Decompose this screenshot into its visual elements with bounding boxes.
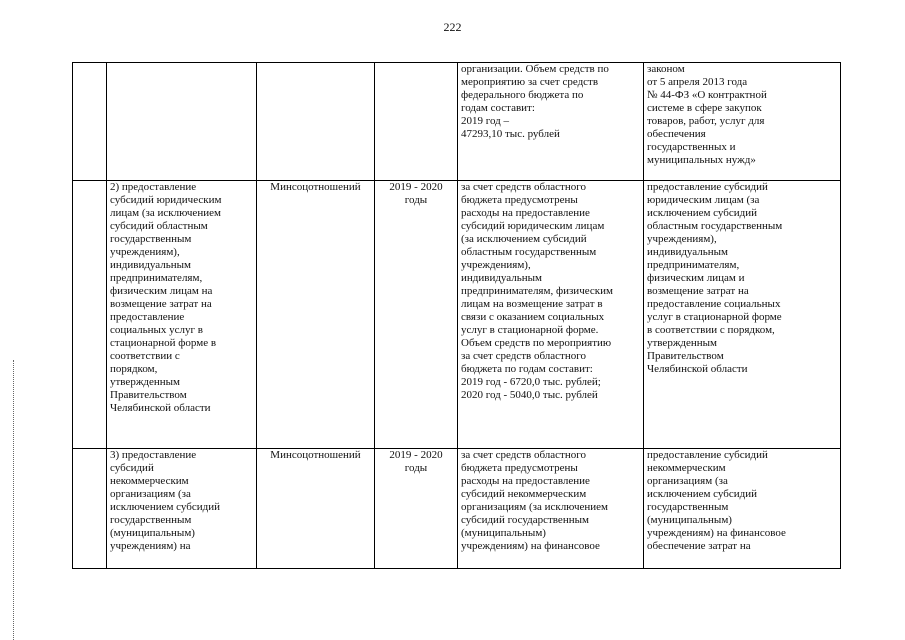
text-line: областным государственным (647, 220, 783, 232)
table-row (73, 181, 841, 449)
text-line: (муниципальным) (461, 527, 546, 539)
text-line: за счет средств областного (461, 181, 586, 193)
cell-measure (107, 181, 257, 449)
page-number: 222 (443, 20, 462, 34)
text-line: социальных услуг в (110, 324, 203, 336)
text-line: системе в сфере закупок (647, 102, 762, 114)
text-line: предпринимателям, физическим (461, 285, 613, 297)
text-line: № 44-ФЗ «О контрактной (647, 89, 767, 101)
text-line: 2019 год – (461, 115, 510, 127)
text-line: порядком, (110, 363, 158, 375)
cell-period (375, 63, 458, 181)
cell-executor (257, 63, 375, 181)
text-line: обеспечение затрат на (647, 540, 751, 552)
text-line: субсидий (110, 462, 154, 474)
text-line: обеспечения (647, 128, 706, 140)
text-line: расходы на предоставление (461, 475, 590, 487)
text-line: исключением субсидий (110, 501, 221, 513)
text-line: стационарной форме в (110, 337, 217, 349)
text-line: в соответствии с порядком, (647, 324, 775, 336)
text-line: (муниципальным) (110, 527, 195, 539)
text-line: физическим лицам и (647, 272, 745, 284)
text-line: субсидий государственным (461, 514, 589, 526)
measures-table (72, 62, 841, 569)
text-line: Челябинской области (647, 363, 748, 375)
text-line: бюджета по годам составит: (461, 363, 593, 375)
text-line: юридическим лицам (за (647, 194, 760, 206)
cell-description (458, 63, 644, 181)
text-line: учреждениям) на финансовое (461, 540, 600, 552)
text-line: расходы на предоставление (461, 207, 590, 219)
table-row (73, 63, 841, 181)
cell-executor: Минсоцотношений (257, 449, 375, 569)
text-line: некоммерческим (110, 475, 189, 487)
cell-basis (644, 449, 841, 569)
text-line: предоставление социальных (647, 298, 781, 310)
text-line: государственным (110, 233, 192, 245)
text-line: государственным (647, 501, 729, 513)
text-line: от 5 апреля 2013 года (647, 76, 748, 88)
cell-basis (644, 63, 841, 181)
text-line: субсидий юридическим лицам (461, 220, 605, 232)
text-line: предоставление (110, 311, 185, 323)
binding-margin-line (13, 360, 15, 640)
cell-number (73, 449, 107, 569)
text-line: Челябинской области (110, 402, 211, 414)
text-line: законом (647, 63, 685, 75)
text-line: предпринимателям, (647, 259, 740, 271)
text-line: физическим лицам на (110, 285, 213, 297)
text-line: лицам на возмещение затрат в (461, 298, 603, 310)
text-line: организации. Объем средств по (461, 63, 609, 75)
text-line: индивидуальным (647, 246, 729, 258)
text-line: организациям (за (647, 475, 728, 487)
text-line: бюджета предусмотрены (461, 462, 578, 474)
text-line: годам составит: (461, 102, 535, 114)
text-line: 2019 год - 6720,0 тыс. рублей; (461, 376, 601, 388)
cell-measure (107, 63, 257, 181)
text-line: за счет средств областного (461, 350, 586, 362)
text-line: Объем средств по мероприятию (461, 337, 612, 349)
cell-basis (644, 181, 841, 449)
text-line: государственным (110, 514, 192, 526)
text-line: (муниципальным) (647, 514, 732, 526)
text-line: учреждениям) на финансовое (647, 527, 786, 539)
text-line: лицам (за исключением (110, 207, 221, 219)
text-line: 47293,10 тыс. рублей (461, 128, 560, 140)
text-line: утвержденным (110, 376, 181, 388)
text-line: субсидий некоммерческим (461, 488, 587, 500)
text-line: предпринимателям, (110, 272, 203, 284)
cell-measure (107, 449, 257, 569)
text-line: индивидуальным (461, 272, 543, 284)
text-line: государственных и (647, 141, 736, 153)
text-line: 2020 год - 5040,0 тыс. рублей (461, 389, 598, 401)
text-line: 2) предоставление (110, 181, 197, 193)
text-line: субсидий областным (110, 220, 208, 232)
text-line: исключением субсидий (647, 488, 758, 500)
text-line: некоммерческим (647, 462, 726, 474)
text-line: за счет средств областного (461, 449, 586, 461)
text-line: возмещение затрат на (647, 285, 749, 297)
table-row (73, 449, 841, 569)
cell-period: 2019 - 2020 годы (375, 449, 458, 569)
text-line: учреждениям) на (110, 540, 191, 552)
cell-description (458, 181, 644, 449)
text-line: учреждениям), (647, 233, 717, 245)
text-line: организациям (за (110, 488, 191, 500)
text-line: муниципальных нужд» (647, 154, 756, 166)
text-line: предоставление субсидий (647, 449, 768, 461)
text-line: бюджета предусмотрены (461, 194, 578, 206)
text-line: субсидий юридическим (110, 194, 222, 206)
cell-description (458, 449, 644, 569)
text-line: учреждениям), (461, 259, 531, 271)
text-line: областным государственным (461, 246, 597, 258)
text-line: товаров, работ, услуг для (647, 115, 765, 127)
text-line: мероприятию за счет средств (461, 76, 599, 88)
text-line: индивидуальным (110, 259, 192, 271)
text-line: услуг в стационарной форме (647, 311, 782, 323)
text-line: связи с оказанием социальных (461, 311, 605, 323)
text-line: исключением субсидий (647, 207, 758, 219)
text-line: Правительством (647, 350, 724, 362)
text-line: предоставление субсидий (647, 181, 768, 193)
text-line: соответствии с (110, 350, 180, 362)
text-line: возмещение затрат на (110, 298, 212, 310)
cell-number (73, 181, 107, 449)
text-line: утвержденным (647, 337, 718, 349)
text-line: (за исключением субсидий (461, 233, 587, 245)
cell-number (73, 63, 107, 181)
text-line: учреждениям), (110, 246, 180, 258)
text-line: услуг в стационарной форме. (461, 324, 599, 336)
cell-period: 2019 - 2020 годы (375, 181, 458, 449)
cell-executor: Минсоцотношений (257, 181, 375, 449)
text-line: федерального бюджета по (461, 89, 584, 101)
text-line: Правительством (110, 389, 187, 401)
text-line: организациям (за исключением (461, 501, 609, 513)
text-line: 3) предоставление (110, 449, 197, 461)
